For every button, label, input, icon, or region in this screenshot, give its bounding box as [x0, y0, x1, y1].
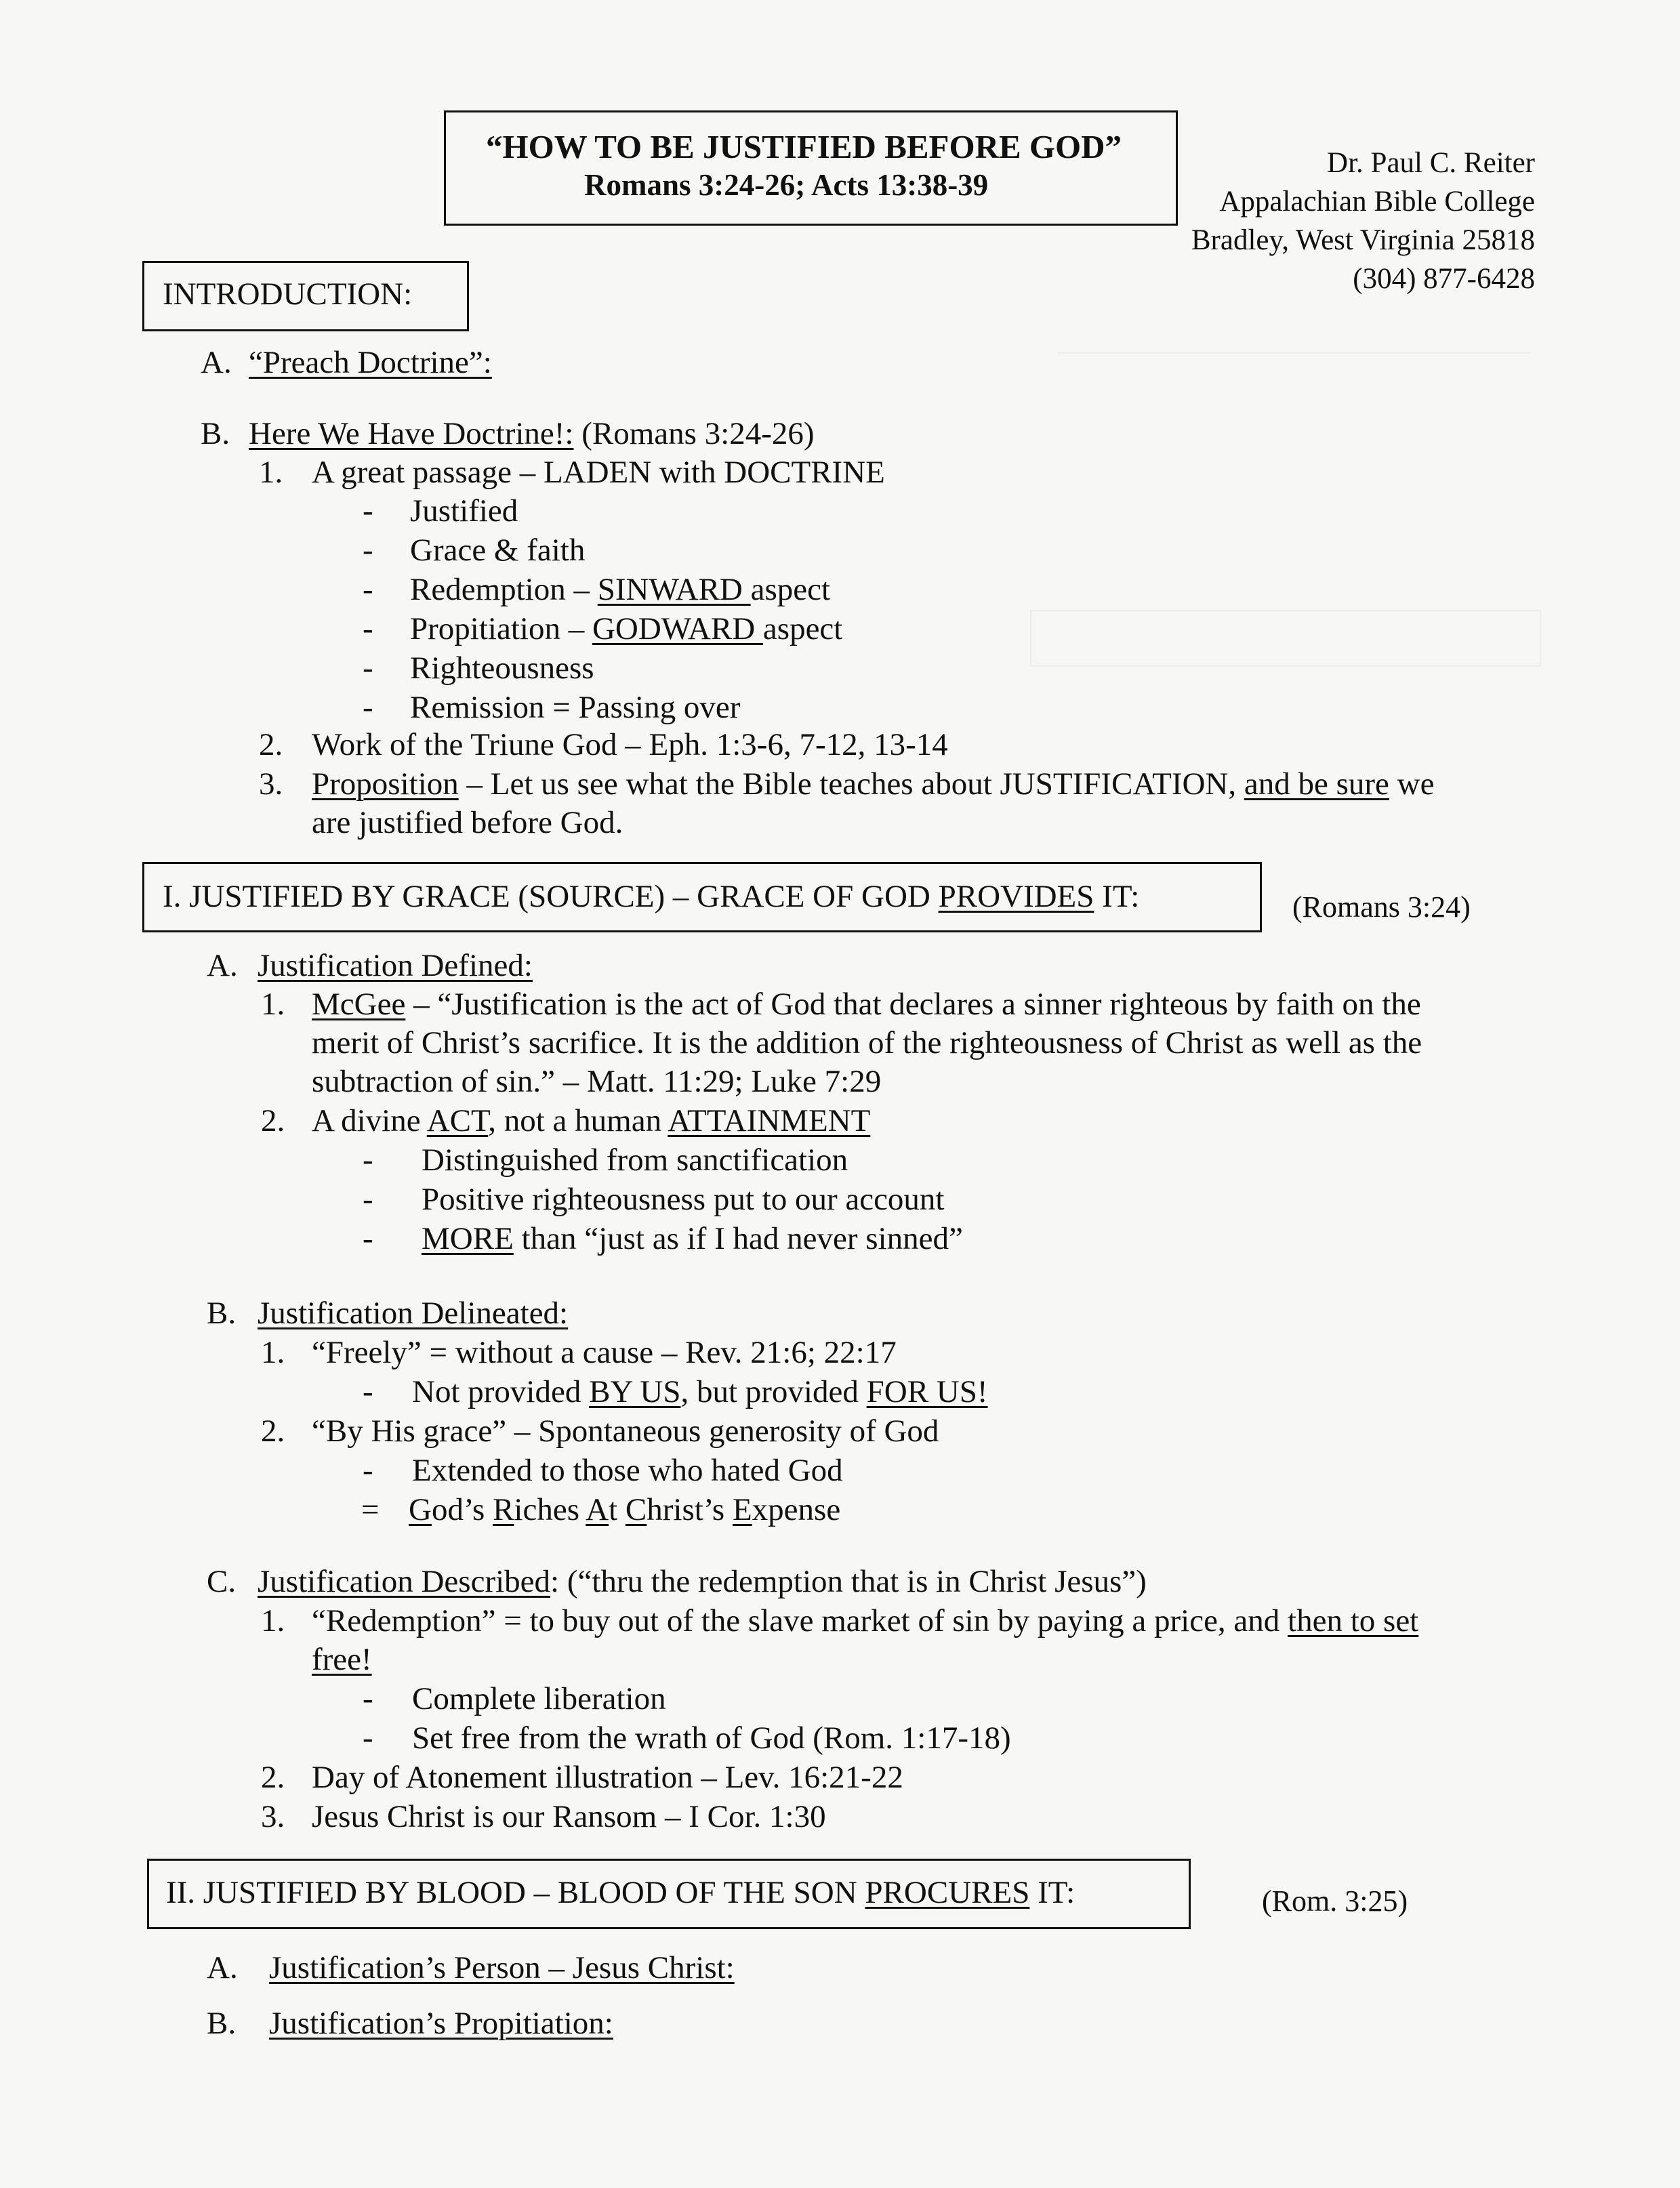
- acronym-word: od’s: [431, 1492, 493, 1527]
- bullet-dash: -: [363, 651, 373, 686]
- sec1-ref: (Romans 3:24): [1292, 890, 1471, 924]
- sec1-a2-bullet-1: Distinguished from sanctification: [422, 1142, 848, 1178]
- bullet-emphasis: MORE: [422, 1221, 514, 1256]
- sec1-c-post: : (“thru the redemption that is in Christ Jesus”): [550, 1564, 1147, 1599]
- grace-acronym: [409, 1491, 840, 1529]
- bullet-dash: -: [363, 690, 373, 725]
- sec1-heading: [163, 878, 1139, 915]
- sec1-c-label: C.: [207, 1564, 237, 1599]
- sec2-a-text: Justification’s Person – Jesus Christ:: [269, 1950, 735, 1985]
- intro-p1-num: 1.: [259, 455, 283, 490]
- bullet-dash: -: [363, 1221, 373, 1256]
- sec1-c2-num: 2.: [261, 1760, 285, 1795]
- sec1-a2-act: ACT: [426, 1103, 489, 1138]
- bullet-dash: -: [363, 533, 373, 568]
- sec1-a2-bullet-2: Positive righteousness put to our account: [422, 1182, 945, 1217]
- bullet-emphasis: FOR US!: [866, 1374, 988, 1409]
- intro-p3-proposition: Proposition: [312, 766, 459, 802]
- author-city: Bradley, West Virginia 25818: [1191, 224, 1535, 256]
- sec1-c1-bullet-1: Complete liberation: [412, 1681, 666, 1716]
- sec2-heading-text: IT:: [1029, 1875, 1075, 1910]
- sec2-a-label: A.: [207, 1950, 238, 1985]
- sec1-b2-num: 2.: [261, 1413, 285, 1449]
- author-college: Appalachian Bible College: [1219, 186, 1535, 218]
- intro-p3-line1: [312, 765, 1434, 803]
- intro-a-text: “Preach Doctrine”:: [249, 345, 492, 380]
- bullet-text: Not provided: [412, 1374, 590, 1409]
- acronym-letter: G: [409, 1492, 432, 1527]
- sec1-a-text: Justification Defined:: [258, 948, 533, 983]
- sec1-b-label: B.: [207, 1296, 237, 1331]
- intro-p3-mid: – Let us see what the Bible teaches about JUSTIFICATION,: [458, 766, 1244, 802]
- acronym-letter: A: [586, 1492, 609, 1527]
- intro-p3-num: 3.: [259, 766, 283, 802]
- sec1-c3-num: 3.: [261, 1799, 285, 1834]
- sec1-a1-line3: subtraction of sin.” – Matt. 11:29; Luke 7:29: [312, 1064, 882, 1099]
- sec1-a1-text: – “Justification is the act of God that declares a sinner righteous by faith on the: [405, 987, 1421, 1022]
- sec2-heading: [166, 1874, 1075, 1912]
- sec1-c2-text: Day of Atonement illustration – Lev. 16:21-22: [312, 1760, 903, 1795]
- bleed-through-2: [1030, 610, 1541, 667]
- acronym-word: hrist’s: [647, 1492, 733, 1527]
- bullet-text: aspect: [750, 572, 831, 607]
- bullet-emphasis: GODWARD: [592, 611, 763, 646]
- sec1-b-text: Justification Delineated:: [258, 1296, 569, 1331]
- sec1-c1-line2: free!: [312, 1642, 372, 1677]
- acronym-letter: E: [732, 1492, 752, 1527]
- intro-bullet-5: Righteousness: [410, 651, 594, 686]
- acronym-letter: R: [493, 1492, 514, 1527]
- sec2-ref: (Rom. 3:25): [1262, 1884, 1408, 1918]
- intro-p3-end: we: [1389, 766, 1435, 802]
- bullet-emphasis: BY US: [589, 1374, 681, 1409]
- sec1-heading-text: IT:: [1094, 879, 1140, 914]
- page-title: “HOW TO BE JUSTIFIED BEFORE GOD”: [486, 128, 1122, 165]
- author-name: Dr. Paul C. Reiter: [1327, 147, 1535, 179]
- bullet-text: than “just as if I had never sinned”: [513, 1221, 963, 1256]
- sec1-c1-text: “Redemption” = to buy out of the slave market of sin by paying a price, and: [312, 1603, 1288, 1638]
- sec1-a1-line2: merit of Christ’s sacrifice. It is the addition of the righteousness of Christ as well as the: [312, 1025, 1422, 1060]
- bleed-through-1: [1057, 352, 1532, 530]
- intro-a-label: A.: [201, 345, 232, 380]
- sec1-b2-text: “By His grace” – Spontaneous generosity of God: [312, 1413, 939, 1449]
- bullet-dash: -: [363, 611, 373, 646]
- author-block: [1191, 144, 1535, 298]
- intro-p3-line2: are justified before God.: [312, 805, 623, 840]
- sec1-c-line: [258, 1563, 1147, 1601]
- sec1-heading-text: I. JUSTIFIED BY GRACE (SOURCE) – GRACE OF GOD: [163, 879, 939, 914]
- bullet-dash: -: [363, 1374, 373, 1409]
- sec1-a2-bullet-3: [422, 1220, 963, 1258]
- sec1-b1-num: 1.: [261, 1335, 285, 1370]
- sec1-b1-sub: [412, 1373, 988, 1411]
- sec1-a1-num: 1.: [261, 987, 285, 1022]
- bullet-dash: -: [363, 1142, 373, 1178]
- sec1-c1-emphasis: then to set: [1288, 1603, 1419, 1638]
- intro-bullet-4: [410, 610, 842, 648]
- bullet-dash: -: [363, 493, 373, 529]
- sec1-a2-num: 2.: [261, 1103, 285, 1138]
- sec1-c1-num: 1.: [261, 1603, 285, 1638]
- sec2-b-label: B.: [207, 2006, 237, 2041]
- intro-b-text: Here We Have Doctrine!:: [249, 416, 574, 451]
- bullet-text: Propitiation –: [410, 611, 592, 646]
- sec1-b2-sub1: Extended to those who hated God: [412, 1453, 843, 1488]
- bullet-dash: -: [363, 572, 373, 607]
- sec2-heading-text: II. JUSTIFIED BY BLOOD – BLOOD OF THE SON: [166, 1875, 865, 1910]
- author-phone: (304) 877-6428: [1353, 263, 1535, 295]
- acronym-word: iches: [514, 1492, 586, 1527]
- sec1-heading-emphasis: PROVIDES: [938, 879, 1094, 914]
- sec1-a2-text: , not a human: [488, 1103, 668, 1138]
- page-subtitle: Romans 3:24-26; Acts 13:38-39: [584, 168, 989, 202]
- intro-p2-text: Work of the Triune God – Eph. 1:3-6, 7-12, 13-14: [312, 727, 948, 762]
- intro-bullet-3: [410, 571, 830, 608]
- sec2-heading-emphasis: PROCURES: [865, 1875, 1030, 1910]
- sec1-a-label: A.: [207, 948, 238, 983]
- sec1-a1-source: McGee: [312, 987, 406, 1022]
- intro-p2-num: 2.: [259, 727, 283, 762]
- intro-bullet-2: Grace & faith: [410, 533, 586, 568]
- intro-heading: INTRODUCTION:: [163, 276, 413, 312]
- sec1-a2-line: [312, 1102, 870, 1140]
- sec2-b-text: Justification’s Propitiation:: [269, 2006, 613, 2041]
- sec1-a2-text: A divine: [312, 1103, 427, 1138]
- acronym-letter: C: [625, 1492, 647, 1527]
- sec1-a1-line1: [312, 985, 1421, 1023]
- acronym-word: t: [609, 1492, 626, 1527]
- sec1-a2-attainment: ATTAINMENT: [668, 1103, 871, 1138]
- sec1-c3-text: Jesus Christ is our Ransom – I Cor. 1:30: [312, 1799, 826, 1834]
- intro-p1-text: A great passage – LADEN with DOCTRINE: [312, 455, 885, 490]
- bullet-dash: -: [363, 1182, 373, 1217]
- bullet-dash: -: [363, 1681, 373, 1716]
- sec1-c1-bullet-2: Set free from the wrath of God (Rom. 1:17-18): [412, 1720, 1011, 1756]
- intro-b-ref: (Romans 3:24-26): [573, 416, 815, 451]
- intro-bullet-1: Justified: [410, 493, 518, 529]
- intro-p3-emphasis: and be sure: [1244, 766, 1389, 802]
- sec1-b1-text: “Freely” = without a cause – Rev. 21:6; 22:17: [312, 1335, 897, 1370]
- acronym-word: xpense: [752, 1492, 841, 1527]
- sec1-c-text: Justification Described: [258, 1564, 551, 1599]
- intro-b-label: B.: [201, 416, 230, 451]
- intro-b-line: [249, 415, 815, 453]
- sec1-c1-line1: [312, 1602, 1418, 1640]
- intro-bullet-6: Remission = Passing over: [410, 690, 741, 725]
- bullet-text: Redemption –: [410, 572, 598, 607]
- bullet-dash: -: [363, 1720, 373, 1756]
- bullet-dash: -: [363, 1453, 373, 1488]
- equals-symbol: =: [361, 1492, 380, 1527]
- bullet-emphasis: SINWARD: [597, 572, 751, 607]
- bullet-text: aspect: [762, 611, 843, 646]
- bullet-text: , but provided: [680, 1374, 867, 1409]
